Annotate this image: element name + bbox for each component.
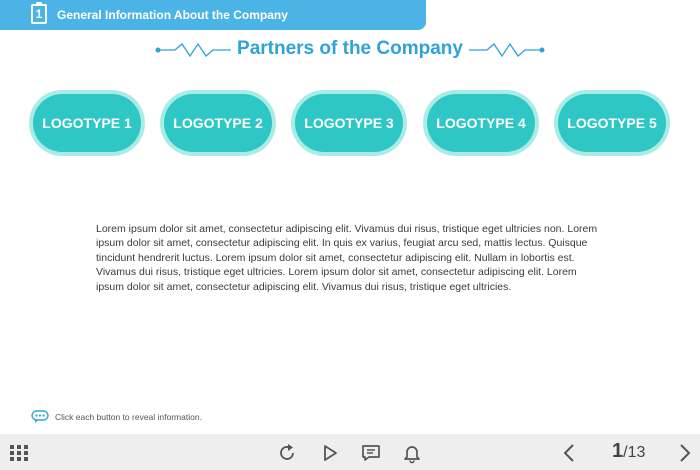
logotype-2-button[interactable] — [160, 90, 276, 156]
page-title-row — [0, 34, 700, 64]
bell-icon[interactable] — [401, 442, 423, 464]
player-controls-bar — [0, 434, 700, 470]
logotype-1-button[interactable] — [29, 90, 145, 156]
section-title: General Information About the Company — [57, 8, 288, 22]
total-pages: /13 — [623, 444, 646, 461]
logotype-1-label: LOGOTYPE 1 — [33, 94, 141, 152]
next-icon[interactable] — [673, 442, 695, 464]
comment-icon[interactable] — [360, 442, 382, 464]
clipboard-step-icon — [31, 4, 47, 24]
logotype-2-label: LOGOTYPE 2 — [164, 94, 272, 152]
logotype-4-label: LOGOTYPE 4 — [427, 94, 535, 152]
logotype-3-label: LOGOTYPE 3 — [295, 94, 403, 152]
logotype-5-label: LOGOTYPE 5 — [558, 94, 666, 152]
hint-text: Click each button to reveal information. — [55, 412, 202, 422]
replay-icon[interactable] — [276, 442, 298, 464]
right-decoration-icon — [467, 40, 545, 60]
page-counter — [612, 440, 645, 463]
section-header — [0, 0, 426, 30]
info-paragraph: Lorem ipsum dolor sit amet, consectetur adipiscing elit. Vivamus dui risus, tristique eget ultricies non. Lorem ipsum dolor sit amet, consectetur adipiscing elit. In quis ex varius, feugiat arcu sed, mattis lectus. Quisque tincidunt hendrerit luctus. Lorem ipsum dolor sit amet, consectetur adipiscing elit. Nullam in lobortis est. Vivamus dui risus, tristique eget ultricies. Lorem ipsum dolor sit amet, consectetur adipiscing elit. Lorem ipsum dolor sit amet, consectetur adipiscing elit. Vivamus dui risus, tristique eget ultricies. — [96, 223, 598, 293]
step-number: 1 — [35, 7, 43, 21]
speech-bubble-icon — [31, 410, 49, 424]
logotype-5-button[interactable] — [554, 90, 670, 156]
logotype-3-button[interactable] — [291, 90, 407, 156]
prev-icon[interactable] — [559, 442, 581, 464]
logo-buttons-row — [29, 90, 671, 156]
play-icon[interactable] — [319, 442, 341, 464]
page-title: Partners of the Company — [237, 38, 463, 59]
logotype-4-button[interactable] — [423, 90, 539, 156]
current-page: 1 — [612, 440, 624, 462]
grid-menu-icon[interactable] — [8, 442, 30, 464]
hint — [31, 410, 202, 424]
